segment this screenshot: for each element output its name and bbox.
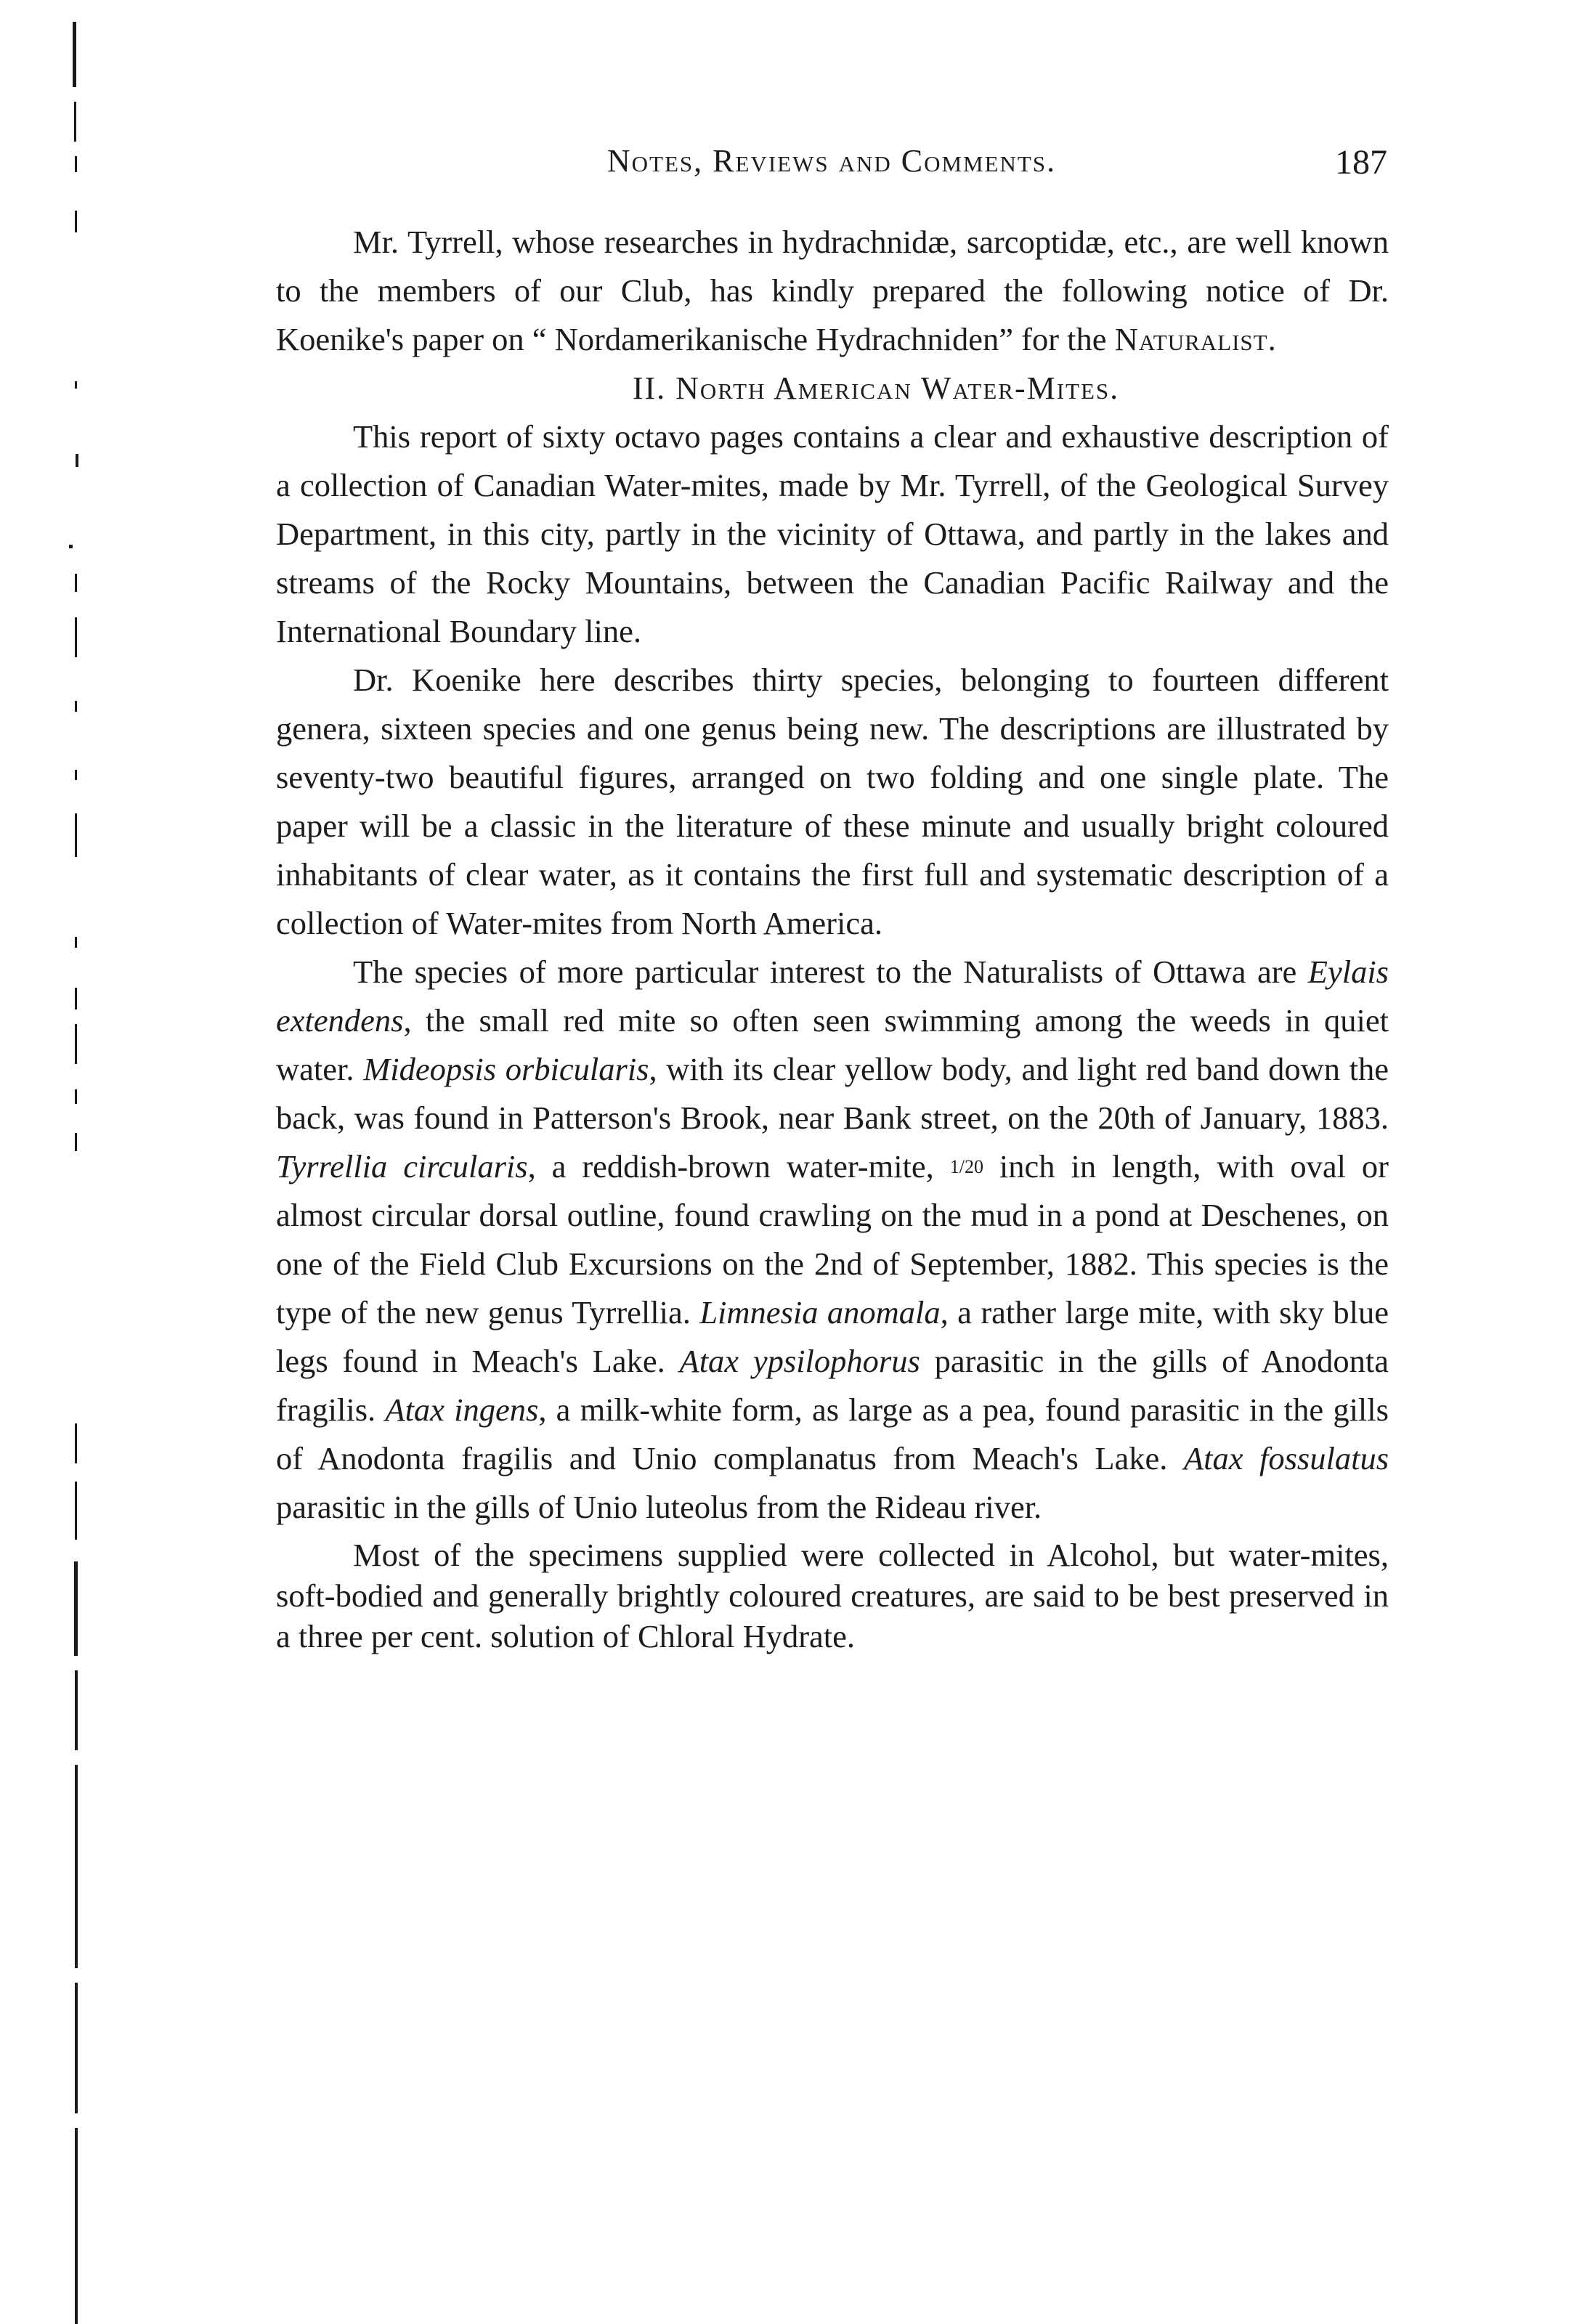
binding-mark	[75, 156, 77, 172]
section-heading: II. North American Water-Mites.	[632, 370, 1120, 406]
species-name: Tyrrellia circularis	[276, 1148, 528, 1185]
preservation-paragraph: Most of the specimens supplied were collected in Alcohol, but water-mites, soft-bodied and generally brightly coloured creatures, are said to be best preserved in a three per cent. solution of Chloral Hydrate.	[276, 1537, 1389, 1654]
binding-mark	[75, 701, 77, 712]
binding-mark	[75, 1983, 78, 2113]
running-head: Notes, Reviews and Comments.	[606, 143, 1057, 179]
binding-mark	[75, 211, 77, 232]
species-name: Eylais extendens	[276, 954, 1389, 1039]
species-name: Limnesia anomala	[699, 1294, 941, 1330]
article-body	[276, 218, 1389, 1657]
species-text: , the small red mite so often seen swimming among the weeds in quiet water.	[276, 1002, 1389, 1087]
binding-mark	[75, 1133, 77, 1151]
species-name: Mideopsis orbicularis	[363, 1051, 649, 1087]
description-paragraph: Dr. Koenike here describes thirty species, belonging to fourteen different genera, sixteen species and one genus being new. The descriptions are illustrated by seventy-two beautiful figures, arranged on two folding and one single plate. The paper will be a classic in the literature of these minute and usually bright coloured inhabitants of clear water, as it contains the first full and systematic description of a collection of Water-mites from North America.	[276, 662, 1389, 941]
binding-mark	[75, 1482, 77, 1540]
species-name: Atax fossulatus	[1183, 1440, 1389, 1476]
size-fraction: 1/20	[949, 1156, 983, 1177]
report-paragraph: This report of sixty octavo pages contains a clear and exhaustive description of a collection of Canadian Water-mites, made by Mr. Tyrrell, of the Geological Survey Department, in this city, partly in the vicinity of Ottawa, and partly in the lakes and streams of the Rocky Mountains, between the Canadian Pacific Railway and the International Boundary line.	[276, 418, 1389, 649]
binding-mark	[75, 1024, 77, 1064]
species-paragraph	[276, 948, 1389, 1532]
page-header	[276, 142, 1387, 193]
binding-mark	[73, 22, 76, 87]
species-name: Atax ingens	[385, 1391, 539, 1428]
intro-text: Mr. Tyrrell, whose researches in hydrachnidæ, sarcoptidæ, etc., are well known to the members of our Club, has kindly prepared the following notice of Dr. Koenike's paper on “ Nordamerikanische Hydrachniden” for the	[276, 224, 1389, 357]
binding-mark	[75, 617, 77, 657]
binding-mark	[75, 1423, 77, 1463]
binding-mark	[75, 574, 77, 592]
binding-mark	[74, 102, 76, 142]
species-text: parasitic in the gills of Anodonta fragilis.	[276, 1343, 1389, 1428]
binding-mark	[75, 770, 77, 780]
intro-text-end: .	[1267, 321, 1276, 357]
binding-mark	[74, 1561, 78, 1656]
species-text: , a rather large mite, with sky blue legs found in Meach's Lake.	[276, 1294, 1389, 1379]
binding-mark	[75, 813, 77, 857]
binding-edge-marks	[0, 0, 116, 2324]
species-text: The species of more particular interest to the Naturalists of Ottawa are	[353, 954, 1308, 990]
binding-mark	[75, 2128, 78, 2324]
species-text: , a milk-white form, as large as a pea, found parasitic in the gills of Anodonta fragilis and Unio complanatus from Meach's Lake.	[276, 1391, 1389, 1476]
species-name: Atax ypsilophorus	[679, 1343, 920, 1379]
species-text: inch in length, with oval or almost circular dorsal outline, found crawling on the mud in a pond at Deschenes, on one of the Field Club Excursions on the 2nd of September, 1882. This species is the type of the new genus Tyrrellia.	[276, 1148, 1389, 1330]
binding-mark	[75, 381, 77, 389]
binding-mark	[75, 1670, 78, 1750]
page-number: 187	[1335, 143, 1387, 182]
binding-mark	[75, 1765, 78, 1968]
binding-mark	[76, 454, 78, 467]
binding-mark	[69, 545, 73, 548]
journal-name: Naturalist	[1114, 321, 1268, 357]
binding-mark	[75, 1089, 77, 1104]
binding-mark	[75, 988, 77, 1009]
binding-mark	[75, 937, 77, 948]
species-text: , with its clear yellow body, and light red band down the back, was found in Patterson's Brook, near Bank street, on the 20th of January, 1883.	[276, 1051, 1389, 1136]
species-text: , a reddish-brown water-mite,	[527, 1148, 950, 1185]
intro-paragraph	[276, 218, 1389, 364]
species-text: parasitic in the gills of Unio luteolus from the Rideau river.	[276, 1489, 1042, 1525]
